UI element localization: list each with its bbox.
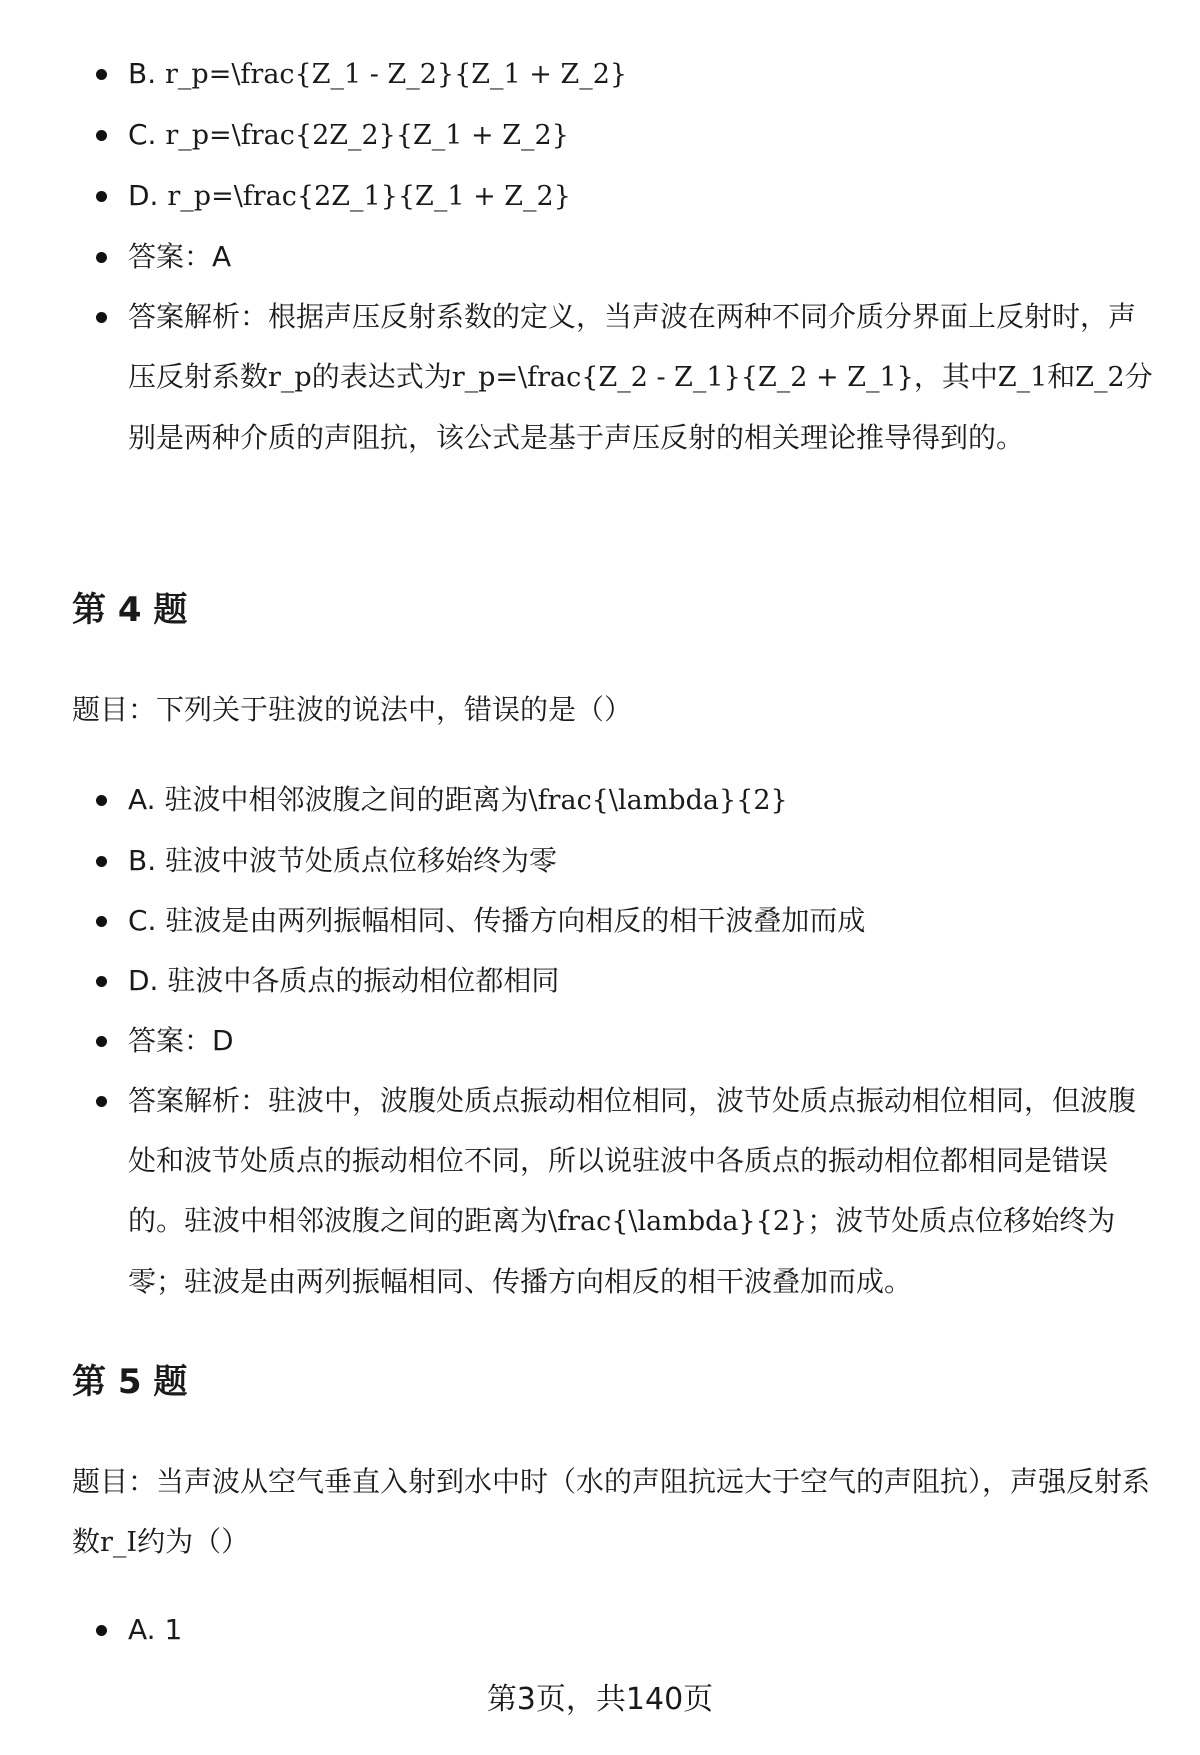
- answer: [0, 1011, 1200, 1071]
- explanation-formula: Z_1: [997, 362, 1048, 393]
- answer-text: 答案：A: [128, 240, 232, 273]
- option-a: [0, 1600, 1200, 1660]
- option-c: [0, 105, 1200, 166]
- answer: [0, 227, 1200, 287]
- option-d: [0, 166, 1200, 227]
- option-a: [0, 770, 1200, 831]
- answer-explanation: [0, 287, 1200, 468]
- option-b: [0, 44, 1200, 105]
- stem-text: 题目：当声波从空气垂直入射到水中时（水的声阻抗远大于空气的声阻抗），声强反射系数: [72, 1465, 1151, 1558]
- option-c-label: C.: [128, 118, 166, 151]
- explanation-formula: Z_2: [1075, 362, 1125, 393]
- option-c: [0, 891, 1200, 951]
- explanation-text: 答案解析：根据声压反射系数的定义，当声波在两种不同介质分界面上反射时，声压反射系数: [128, 300, 1137, 393]
- option-b-label: B.: [128, 57, 166, 90]
- explanation-text: 和: [1047, 360, 1076, 393]
- stem-formula: r_I: [100, 1527, 138, 1558]
- explanation-text: 的表达式为: [311, 360, 452, 393]
- question-4-body: [0, 770, 1200, 1312]
- question-3-options: [0, 44, 1200, 468]
- question-4-stem: 题目：下列关于驻波的说法中，错误的是（）: [72, 693, 633, 726]
- option-c-formula: r_p=\frac{2Z_2}{Z_1 + Z_2}: [165, 120, 569, 151]
- question-5-body: [0, 1600, 1200, 1660]
- explanation-formula: r_p=\frac{Z_2 - Z_1}{Z_2 + Z_1}: [451, 362, 914, 393]
- question-5-stem: [72, 1452, 1162, 1573]
- question-4-heading: 第 4 题: [72, 590, 188, 630]
- explanation-formula: \frac{\lambda}{2}: [548, 1206, 808, 1237]
- option-b-text: B. 驻波中波节处质点位移始终为零: [128, 844, 558, 877]
- explanation-text: ；波节处质点位移始终为零；驻波是由两列振幅相同、传播方向相反的相干波叠加而成。: [128, 1204, 1116, 1298]
- option-a-text: A. 驻波中相邻波腹之间的距离为: [128, 783, 529, 816]
- option-d: [0, 951, 1200, 1011]
- question-4-options: [0, 770, 1200, 1312]
- option-d-label: D.: [128, 179, 168, 212]
- question-5-heading: 第 5 题: [72, 1362, 188, 1402]
- explanation-text: ，其中: [913, 360, 998, 393]
- page-footer: 第3页，共140页: [486, 1682, 714, 1717]
- answer-explanation: [0, 1071, 1200, 1312]
- answer-text: 答案：D: [128, 1024, 234, 1057]
- stem-text: 约为（）: [137, 1525, 250, 1558]
- explanation-text: 答案解析：驻波中，波腹处质点振动相位相同，波节处质点振动相位相同，但波腹处和波节处质点的振动相位不同，所以说驻波中各质点的振动相位都相同是错误的。驻波中相邻波腹之间的距离为: [128, 1084, 1137, 1237]
- option-d-formula: r_p=\frac{2Z_1}{Z_1 + Z_2}: [167, 181, 571, 212]
- option-b-formula: r_p=\frac{Z_1 - Z_2}{Z_1 + Z_2}: [165, 59, 628, 90]
- option-c-text: C. 驻波是由两列振幅相同、传播方向相反的相干波叠加而成: [128, 904, 866, 937]
- explanation-formula: r_p: [268, 362, 312, 393]
- option-d-text: D. 驻波中各质点的振动相位都相同: [128, 964, 560, 997]
- question-5-options: [0, 1600, 1200, 1660]
- option-b: [0, 831, 1200, 891]
- option-a-text: A. 1: [128, 1613, 183, 1646]
- option-a-formula: \frac{\lambda}{2}: [528, 785, 788, 816]
- explanation-text: 分别是两种介质的声阻抗，该公式是基于声压反射的相关理论推导得到的。: [128, 360, 1153, 454]
- question-3-continuation: [0, 44, 1200, 468]
